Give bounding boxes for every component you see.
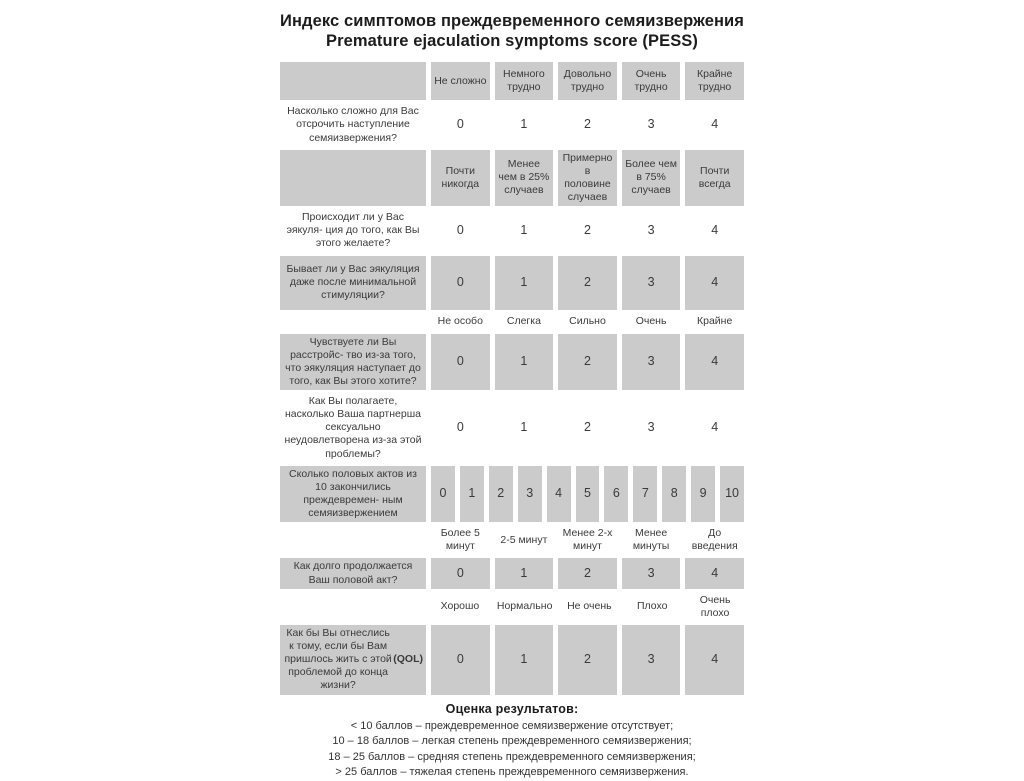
score-cell: 0: [431, 256, 490, 310]
answer-option-label: Не очень: [567, 600, 612, 613]
question-text: Сколько половых актов из 10 закончились преждевремен- ным семяизвержением: [280, 466, 426, 523]
scoring-line: > 25 баллов – тяжелая степень преждевременного семяизвержения.: [335, 766, 689, 779]
scoring-line: 18 – 25 баллов – средняя степень преждевременного семяизвержения;: [328, 750, 696, 763]
score-cell: 2: [584, 117, 591, 132]
row-label-spacer: [280, 525, 426, 555]
scoring-line: < 10 баллов – преждевременное семяизвержение отсутствует;: [350, 719, 674, 732]
score-cell: 1: [495, 625, 554, 695]
score-cell: 1: [520, 420, 528, 434]
score-cell: 4: [711, 223, 719, 237]
score-cell: 4: [685, 334, 744, 391]
question-text: Как бы Вы отнеслись к тому, если бы Вам пришлось жить с этой проблемой до конца жизни? (QOL): [280, 625, 426, 695]
score-cell: 0: [431, 466, 455, 523]
question-row: [280, 625, 744, 695]
answer-option-label: Сильно: [569, 314, 606, 327]
title-russian: Индекс симптомов преждевременного семяизвержения: [280, 12, 745, 30]
score-cell: 8: [662, 466, 686, 523]
answer-option-label: Очень трудно: [622, 62, 681, 100]
score-cell: 3: [622, 256, 681, 310]
answer-option-label: Крайне: [697, 314, 733, 327]
score-cell: 2: [584, 420, 591, 434]
answer-options-row: [280, 313, 744, 331]
answer-option-label: Примерно в половине случаев: [558, 150, 617, 207]
answer-option-label: Нормально: [496, 600, 553, 613]
score-cell: 0: [456, 117, 464, 132]
answer-option-label: Не особо: [437, 314, 483, 327]
answer-options-row: [280, 62, 744, 100]
question-row: [280, 558, 744, 588]
answer-option-label: Более чем в 75% случаев: [622, 150, 681, 207]
scoring-heading: Оценка результатов:: [445, 701, 579, 716]
question-text: Насколько сложно для Вас отсрочить наступление семяизвержения?: [287, 105, 419, 144]
score-cell: 3: [622, 558, 681, 588]
score-cell: 3: [622, 625, 681, 695]
question-row: [280, 334, 744, 391]
score-cell: 6: [604, 466, 628, 523]
answer-option-label: Не сложно: [431, 62, 490, 100]
score-cell: 4: [547, 466, 571, 523]
answer-option-label: Слегка: [506, 314, 541, 327]
score-cell: 9: [691, 466, 715, 523]
score-cell: 3: [622, 334, 681, 391]
question-row: [280, 209, 744, 252]
question-text: Происходит ли у Вас эякуля- ция до того, как Вы этого желаете?: [286, 211, 420, 250]
question-bold-suffix: (QOL): [393, 653, 423, 666]
answer-options-row: [280, 525, 744, 555]
answer-option-label: Крайне трудно: [685, 62, 744, 100]
row-label-spacer: [280, 62, 426, 100]
score-cell: 4: [685, 256, 744, 310]
answer-option-label: Очень: [635, 314, 667, 327]
question-text: Чувствуете ли Вы расстройс- тво из-за того, что эякуляция наступает до того, как Вы этого хотите?: [280, 334, 426, 391]
score-cell: 2: [584, 223, 591, 237]
question-row: [280, 103, 744, 146]
question-text: Как долго продолжается Ваш половой акт?: [280, 558, 426, 588]
answer-option-label: Почти никогда: [431, 150, 490, 207]
answer-option-label: 2-5 минут: [500, 533, 548, 546]
answer-option-label: Менее минуты: [632, 527, 670, 553]
question-row: [280, 466, 744, 523]
answer-options-row: [280, 150, 744, 207]
score-cell: 4: [711, 420, 719, 434]
score-cell: 0: [431, 625, 490, 695]
question-row: [280, 393, 744, 463]
score-cell: 0: [456, 420, 464, 434]
row-label-spacer: [280, 313, 426, 331]
answer-option-label: Немного трудно: [495, 62, 554, 100]
row-label-spacer: [280, 150, 426, 207]
score-cell: 7: [633, 466, 657, 523]
question-row: [280, 256, 744, 310]
answer-option-label: Хорошо: [440, 600, 480, 613]
score-cell: 1: [520, 117, 528, 132]
score-cell: 1: [460, 466, 484, 523]
score-cell: 3: [647, 223, 655, 237]
score-cell: 3: [647, 117, 655, 132]
score-cell: 0: [456, 223, 464, 237]
score-cell: 2: [558, 558, 617, 588]
score-cell: 3: [647, 420, 655, 434]
score-cell: 2: [558, 625, 617, 695]
scoring-section: [280, 702, 744, 781]
score-cell: 4: [711, 117, 719, 132]
answer-option-label: Почти всегда: [685, 150, 744, 207]
answer-option-label: Менее чем в 25% случаев: [495, 150, 554, 207]
score-cell: 5: [576, 466, 600, 523]
answer-option-label: До введения: [691, 527, 738, 553]
title-english: Premature ejaculation symptoms score (PESS): [325, 32, 698, 51]
question-text: Бывает ли у Вас эякуляция даже после минимальной стимуляции?: [280, 256, 426, 310]
answer-option-label: Менее 2-х минут: [562, 527, 613, 553]
score-cell: 1: [495, 334, 554, 391]
row-label-spacer: [280, 592, 426, 622]
page-title: [280, 11, 744, 51]
answer-option-label: Более 5 минут: [440, 527, 480, 553]
score-cell: 0: [431, 334, 490, 391]
pess-table: [280, 62, 744, 694]
score-cell: 10: [720, 466, 744, 523]
question-text: Как Вы полагаете, насколько Ваша партнерша сексуально неудовлетворена из-за этой проблемы?: [284, 395, 422, 460]
score-cell: 3: [518, 466, 542, 523]
score-cell: 2: [558, 256, 617, 310]
score-cell: 1: [495, 256, 554, 310]
score-cell: 1: [495, 558, 554, 588]
score-cell: 4: [685, 558, 744, 588]
score-cell: 2: [489, 466, 513, 523]
answer-option-label: Плохо: [636, 600, 668, 613]
score-cell: 2: [558, 334, 617, 391]
score-cell: 4: [685, 625, 744, 695]
score-cell: 1: [520, 223, 528, 237]
answer-option-label: Очень плохо: [699, 593, 731, 619]
scoring-line: 10 – 18 баллов – легкая степень преждевременного семяизвержения;: [332, 735, 692, 748]
questionnaire-sheet: [280, 0, 744, 781]
answer-option-label: Довольно трудно: [558, 62, 617, 100]
answer-options-row: [280, 592, 744, 622]
score-cell: 0: [431, 558, 490, 588]
